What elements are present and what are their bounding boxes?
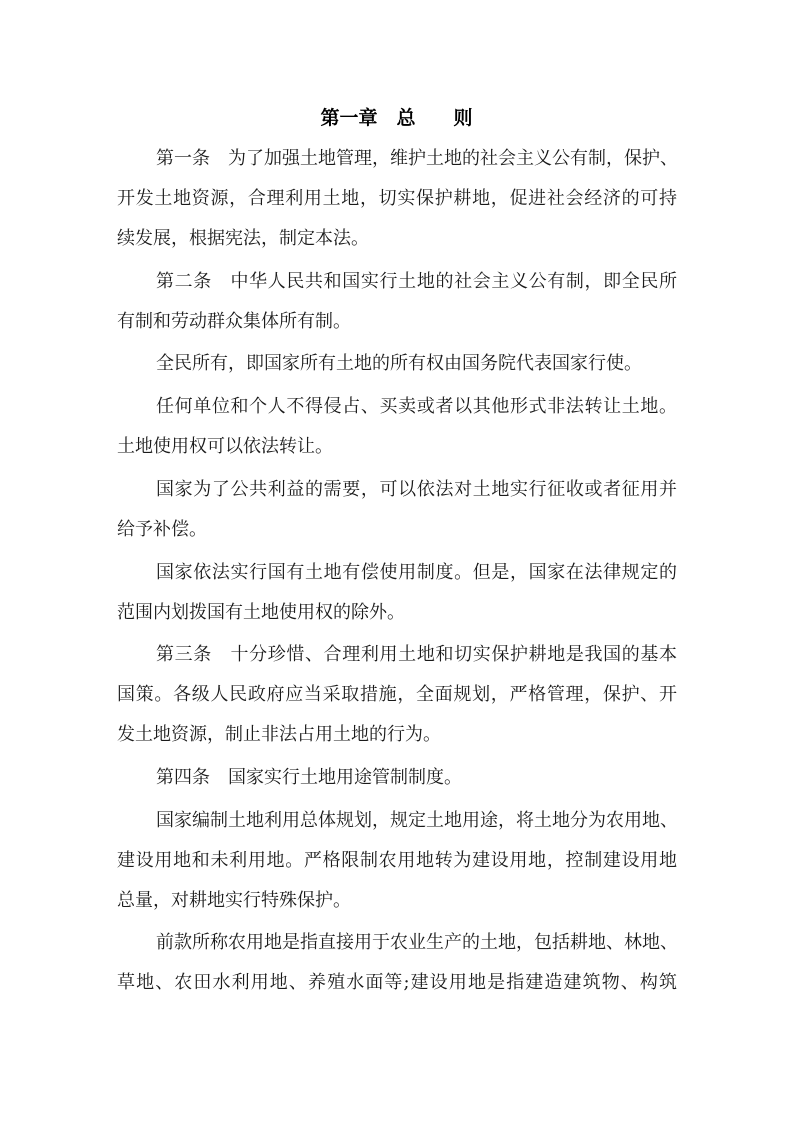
article-2-para-5-line: 国家依法实行国有土地有偿使用制度。但是，国家在法律规定的 [156, 562, 677, 583]
article-2-para-2-line: 全民所有，即国家所有土地的所有权由国务院代表国家行使。 [156, 353, 642, 374]
article-2-line: 第二条 中华人民共和国实行土地的社会主义公有制，即全民所 [156, 271, 677, 292]
article-2-para-5-line: 范围内划拨国有土地使用权的除外。 [117, 602, 405, 623]
article-2-line: 有制和劳动群众集体所有制。 [117, 311, 351, 332]
article-1-line: 第一条 为了加强土地管理，维护土地的社会主义公有制，保护、 [156, 148, 678, 169]
article-4-para-3-line: 前款所称农用地是指直接用于农业生产的土地，包括耕地、林地、 [156, 932, 678, 953]
article-2-para-3-line: 任何单位和个人不得侵占、买卖或者以其他形式非法转让土地。 [156, 396, 677, 417]
article-4-para-2-line: 总量，对耕地实行特殊保护。 [117, 890, 351, 911]
article-4-para-3-line: 草地、农田水利用地、养殖水面等;建设用地是指建造建筑物、构筑 [117, 972, 677, 993]
article-4-para-2-line: 建设用地和未利用地。严格限制农用地转为建设用地，控制建设用地 [117, 850, 677, 871]
article-2-para-3-line: 土地使用权可以依法转让。 [117, 436, 333, 457]
article-1-line: 续发展，根据宪法，制定本法。 [117, 228, 369, 249]
article-1-line: 开发土地资源，合理利用土地，切实保护耕地，促进社会经济的可持 [117, 188, 677, 209]
article-3-line: 国策。各级人民政府应当采取措施，全面规划，严格管理，保护、开 [117, 684, 677, 705]
article-2-para-4-line: 国家为了公共利益的需要，可以依法对土地实行征收或者征用并 [156, 479, 677, 500]
article-3-line: 第三条 十分珍惜、合理利用土地和切实保护耕地是我国的基本 [156, 644, 677, 665]
article-2-para-4-line: 给予补偿。 [117, 519, 207, 540]
article-4-line: 第四条 国家实行土地用途管制制度。 [156, 767, 462, 788]
chapter-title: 第一章 总 则 [320, 107, 473, 129]
article-3-line: 发土地资源，制止非法占用土地的行为。 [117, 724, 441, 745]
article-4-para-2-line: 国家编制土地利用总体规划，规定土地用途，将土地分为农用地、 [156, 810, 678, 831]
